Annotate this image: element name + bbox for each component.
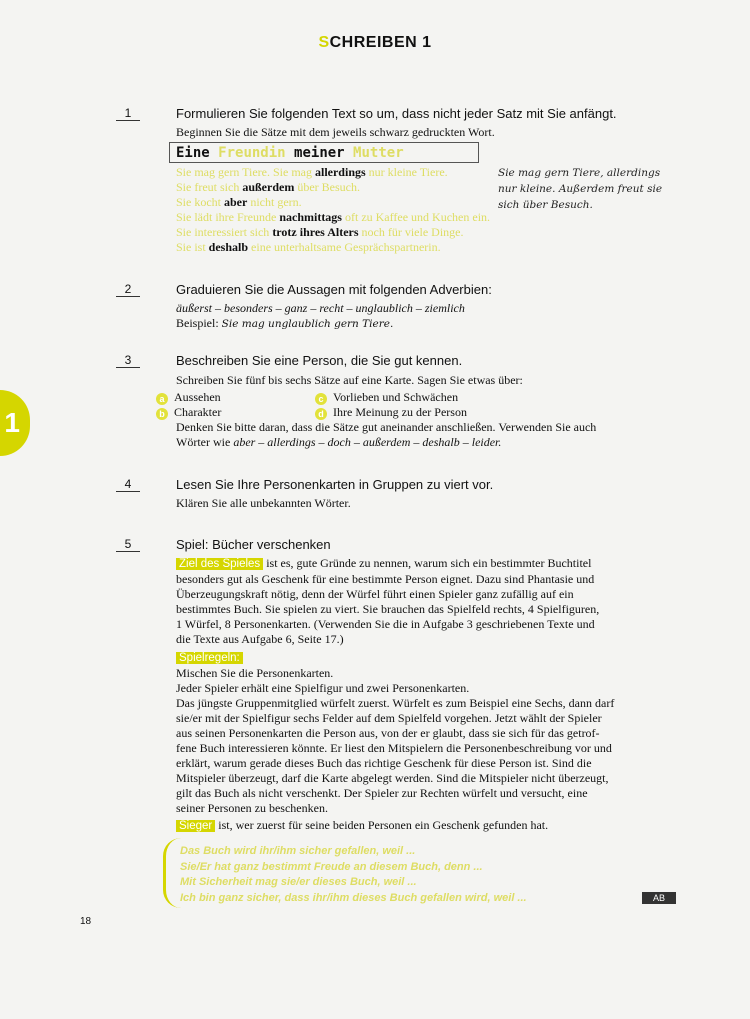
sentence-gray: Sie kocht — [176, 195, 224, 209]
item-text: Vorlieben und Schwächen — [333, 390, 459, 404]
rules-line: Jeder Spieler erhält eine Spielfigur und zwei Personenkarten. — [176, 681, 470, 695]
task-2-content — [176, 301, 465, 332]
task-number-1: 1 — [116, 106, 140, 121]
page-number: 18 — [80, 916, 92, 927]
chapter-number: 1 — [4, 407, 20, 438]
rules-line: aus seinen Personenkarten die Person aus, von der er glaubt, dass sie sich für das getrof- — [176, 726, 600, 740]
rules-line: Mischen Sie die Personenkarten. — [176, 666, 334, 680]
rules-line: gilt das Buch als nicht verschenkt. Der Spieler zur Rechten würfelt und versucht, eine — [176, 786, 588, 800]
task-3-instructions — [176, 420, 596, 450]
item-text: Aussehen — [174, 390, 221, 404]
rules-line: sie/er mit der Spielfigur sechs Felder auf dem Spielfeld vorgehen. Jetzt wählt der Spieler — [176, 711, 602, 725]
sentence-keyword: deshalb — [208, 240, 249, 254]
box-word-3: meiner — [294, 145, 345, 161]
goal-line: 1 Würfel, 8 Personenkarten. (Verwenden Sie die in Aufgabe 3 geschriebenen Texte und — [176, 617, 595, 631]
goal-line: die Texte aus Aufgabe 6, Seite 17.) — [176, 632, 344, 646]
goal-tag: Ziel des Spieles — [176, 558, 263, 570]
rules-line: Mitspieler überzeugt, darf die Karte abgelegt werden. Sind die Mitspieler nicht überzeugt, — [176, 771, 609, 785]
task-1-heading: Formulieren Sie folgenden Text so um, dass nicht jeder Satz mit Sie anfängt. — [176, 106, 617, 121]
sentence-gray: Sie mag gern Tiere. Sie mag — [176, 165, 315, 179]
task-3-items-left — [156, 390, 221, 420]
task-4-line: Klären Sie alle unbekannten Wörter. — [176, 496, 351, 510]
adverb-list: äußerst – besonders – ganz – recht – unglaublich – ziemlich — [176, 301, 465, 315]
sentence-line — [176, 165, 490, 180]
bullet-c: c — [315, 393, 327, 405]
page-title — [0, 34, 750, 52]
bullet-d: d — [315, 408, 327, 420]
winner-text: ist, wer zuerst für seine beiden Personen ein Geschenk gefunden hat. — [215, 818, 549, 832]
sentence-gray: über Besuch. — [294, 180, 360, 194]
handwritten-answer — [498, 165, 678, 213]
task-number-5: 5 — [116, 537, 140, 552]
item-text: Ihre Meinung zu der Person — [333, 405, 467, 419]
sentence-gray: noch für viele Dinge. — [358, 225, 464, 239]
phrase-line: Ich bin ganz sicher, dass ihr/ihm dieses Buch gefallen wird, weil ... — [180, 891, 527, 904]
example-label: Beispiel: — [176, 316, 219, 330]
sentence-line — [176, 225, 490, 240]
rules-line: erklärt, warum gerade dieses Buch das richtige Geschenk für diese Person ist. Sind die — [176, 756, 592, 770]
handwriting-line: Sie mag gern Tiere, allerdings — [498, 167, 661, 179]
game-winner — [176, 818, 548, 834]
chapter-marker — [0, 390, 30, 456]
phrase-line: Sie/Er hat ganz bestimmt Freude an diesem Buch, denn ... — [180, 860, 483, 873]
phrase-line: Mit Sicherheit mag sie/er dieses Buch, weil ... — [180, 876, 417, 888]
rules-tag: Spielregeln: — [176, 652, 243, 664]
box-word-4: Mutter — [353, 145, 404, 161]
task-5-heading: Spiel: Bücher verschenken — [176, 537, 331, 552]
example-heading-box — [169, 142, 479, 163]
task-3-items-right — [315, 390, 467, 420]
useful-phrases — [180, 844, 527, 906]
goal-line: bestimmtes Buch. Sie spielen zu viert. Sie brauchen das Spielfeld rechts, 4 Spielfiguren, — [176, 602, 600, 616]
phrase-line: Das Buch wird ihr/ihm sicher gefallen, weil ... — [180, 845, 416, 857]
sentence-gray: eine unterhaltsame Gesprächspartnerin. — [248, 240, 441, 254]
title-initial: S — [318, 34, 330, 51]
sentence-keyword: aber — [224, 195, 248, 209]
task-3-line-3-start: Wörter wie — [176, 435, 234, 449]
sentence-gray: Sie interessiert sich — [176, 225, 273, 239]
sentence-line — [176, 240, 490, 255]
list-item — [315, 405, 467, 420]
task-3-heading: Beschreiben Sie eine Person, die Sie gut kennen. — [176, 353, 463, 368]
task-number-3: 3 — [116, 353, 140, 368]
sentence-keyword: allerdings — [314, 165, 366, 179]
box-word-2: Freundin — [218, 145, 286, 161]
goal-line: Überzeugungskraft nötig, denn der Würfel führt einen Spieler ganz zufällig auf ein — [176, 587, 574, 601]
game-goal — [176, 556, 599, 647]
sentence-line — [176, 210, 490, 225]
winner-tag: Sieger — [176, 820, 215, 832]
bullet-b: b — [156, 408, 168, 420]
bullet-a: a — [156, 393, 168, 405]
task-number-4: 4 — [116, 477, 140, 492]
task-1-instruction: Beginnen Sie die Sätze mit dem jeweils schwarz gedruckten Wort. — [176, 125, 495, 139]
handwriting-line: nur kleine. Außerdem freut sie — [498, 183, 663, 195]
list-item — [156, 405, 221, 420]
ab-badge: AB — [642, 892, 676, 904]
sentence-gray: Sie freut sich — [176, 180, 243, 194]
sentence-keyword: außerdem — [242, 180, 295, 194]
sentence-line — [176, 180, 490, 195]
box-word-1: Eine — [176, 145, 210, 161]
task-number-2: 2 — [116, 282, 140, 297]
list-item — [315, 390, 467, 405]
rules-line: seiner Personen zu beschenken. — [176, 801, 328, 815]
rules-line: Das jüngste Gruppenmitglied würfelt zuerst. Würfelt es zum Beispiel eine Sechs, dann darf — [176, 696, 615, 710]
task-3-line-2: Denken Sie bitte daran, dass die Sätze gut aneinander anschließen. Verwenden Sie auch — [176, 420, 597, 434]
goal-line: besonders gut als Geschenk für eine bestimmte Person eignet. Dazu sind Phantasie und — [176, 572, 595, 586]
handwriting-line: sich über Besuch. — [498, 199, 593, 211]
task-1-sentences — [176, 165, 490, 255]
sentence-gray: Sie ist — [176, 240, 209, 254]
title-rest: CHREIBEN 1 — [329, 34, 432, 51]
rules-line: fene Buch interessieren könnte. Er liest den Mitspielern die Personenbeschreibung vor und — [176, 741, 612, 755]
task-2-heading: Graduieren Sie die Aussagen mit folgenden Adverbien: — [176, 282, 492, 297]
word-list: aber – allerdings – doch – außerdem – deshalb – leider. — [233, 435, 502, 449]
task-4-heading: Lesen Sie Ihre Personenkarten in Gruppen zu viert vor. — [176, 477, 494, 492]
sentence-keyword: nachmittags — [279, 210, 342, 224]
sentence-gray: Sie lädt ihre Freunde — [176, 210, 280, 224]
sentence-gray: nur kleine Tiere. — [365, 165, 448, 179]
task-3-line-1: Schreiben Sie fünf bis sechs Sätze auf eine Karte. Sagen Sie etwas über: — [176, 373, 523, 387]
game-rules — [176, 650, 614, 816]
sentence-keyword: trotz ihres Alters — [272, 225, 359, 239]
example-handwriting: Sie mag unglaublich gern Tiere. — [221, 318, 394, 330]
goal-line: ist es, gute Gründe zu nennen, warum sich ein bestimmter Buchtitel — [263, 556, 592, 570]
item-text: Charakter — [174, 405, 222, 419]
sentence-gray: oft zu Kaffee und Kuchen ein. — [341, 210, 491, 224]
list-item — [156, 390, 221, 405]
sentence-line — [176, 195, 490, 210]
sentence-gray: nicht gern. — [247, 195, 302, 209]
